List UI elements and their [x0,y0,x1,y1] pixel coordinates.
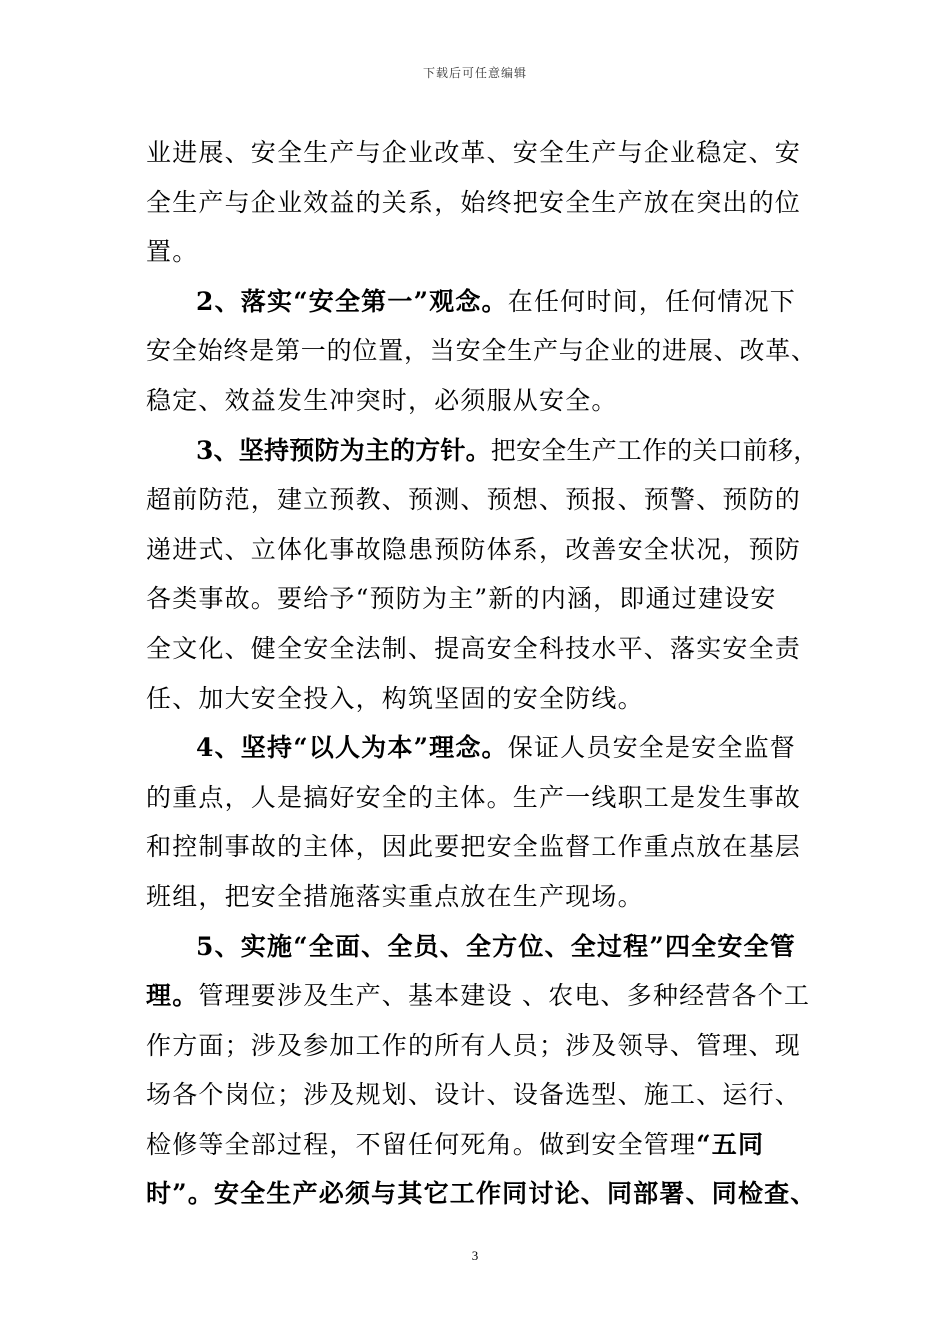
body-text: 检修等全部过程，不留任何死角。做到安全管理 [146,1129,697,1159]
text-line [146,723,818,773]
body-text: 稳定、效益发生冲突时，必须服从安全。 [146,385,618,415]
body-text: 班组，把安全措施落实重点放在生产现场。 [146,881,644,911]
text-line [146,1169,818,1219]
text-line [146,1021,818,1071]
text-line [146,822,818,872]
page-header: 下载后可任意编辑 [422,66,527,80]
body-text: 和控制事故的主体，因此要把安全监督工作重点放在基层 [146,832,802,862]
document-body [146,128,818,1219]
text-line [146,1120,818,1170]
bold-text: 4、坚持“以人为本”理念。 [196,733,508,763]
bold-text: 3、坚持预防为主的方针。 [196,435,491,465]
text-line [146,326,818,376]
body-text: 场各个岗位；涉及规划、设计、设备选型、施工、运行、 [146,1080,802,1110]
body-text: 任、加大安全投入，构筑坚固的安全防线。 [146,683,644,713]
text-line [146,1070,818,1120]
text-line [146,674,818,724]
text-line [146,525,818,575]
body-text: 的重点，人是搞好安全的主体。生产一线职工是发生事故 [146,782,802,812]
page-number: 3 [471,1248,479,1263]
text-line [146,922,818,972]
bold-text: 5、实施“全面、全员、全方位、全过程”四全安全管 [196,931,796,961]
bold-text: 2、落实“安全第一”观念。 [196,286,508,316]
text-line [146,971,818,1021]
text-line [146,574,818,624]
text-line [146,872,818,922]
text-line [146,624,818,674]
text-line [146,128,818,178]
bold-text: “五同 [696,1129,765,1159]
bold-text: 时”。安全生产必须与其它工作同讨论、同部署、同检查、 [146,1179,817,1209]
body-text: 把安全生产工作的关口前移， [490,435,819,465]
body-text: 在任何时间，任何情况下 [507,286,796,316]
body-text: 置。 [146,237,199,267]
body-text: 业进展、安全生产与企业改革、安全生产与企业稳定、安 [146,138,802,167]
body-text: 全文化、健全安全法制、提高安全科技水平、落实安全责 [146,633,802,663]
body-text: 保证人员安全是安全监督 [507,733,796,763]
body-text: 管理要涉及生产、基本建设 、农电、多种经营各个工 [198,981,811,1011]
bold-text: 理。 [146,981,199,1011]
body-text: 全生产与企业效益的关系，始终把安全生产放在突出的位 [146,187,802,217]
text-line [146,773,818,823]
body-text: 递进式、立体化事故隐患预防体系，改善安全状况，预防 [146,534,802,564]
body-text: 安全始终是第一的位置，当安全生产与企业的进展、改革、 [146,336,817,366]
body-text: 作方面；涉及参加工作的所有人员；涉及领导、管理、现 [146,1030,802,1060]
text-line [146,376,818,426]
body-text: 各类事故。要给予“预防为主”新的内涵，即通过建设安 [146,584,777,614]
text-line [146,178,818,228]
text-line [146,475,818,525]
body-text: 超前防范，建立预教、预测、预想、预报、预警、预防的 [146,485,802,515]
text-line [146,277,818,327]
text-line [146,227,818,277]
text-line [146,426,818,476]
